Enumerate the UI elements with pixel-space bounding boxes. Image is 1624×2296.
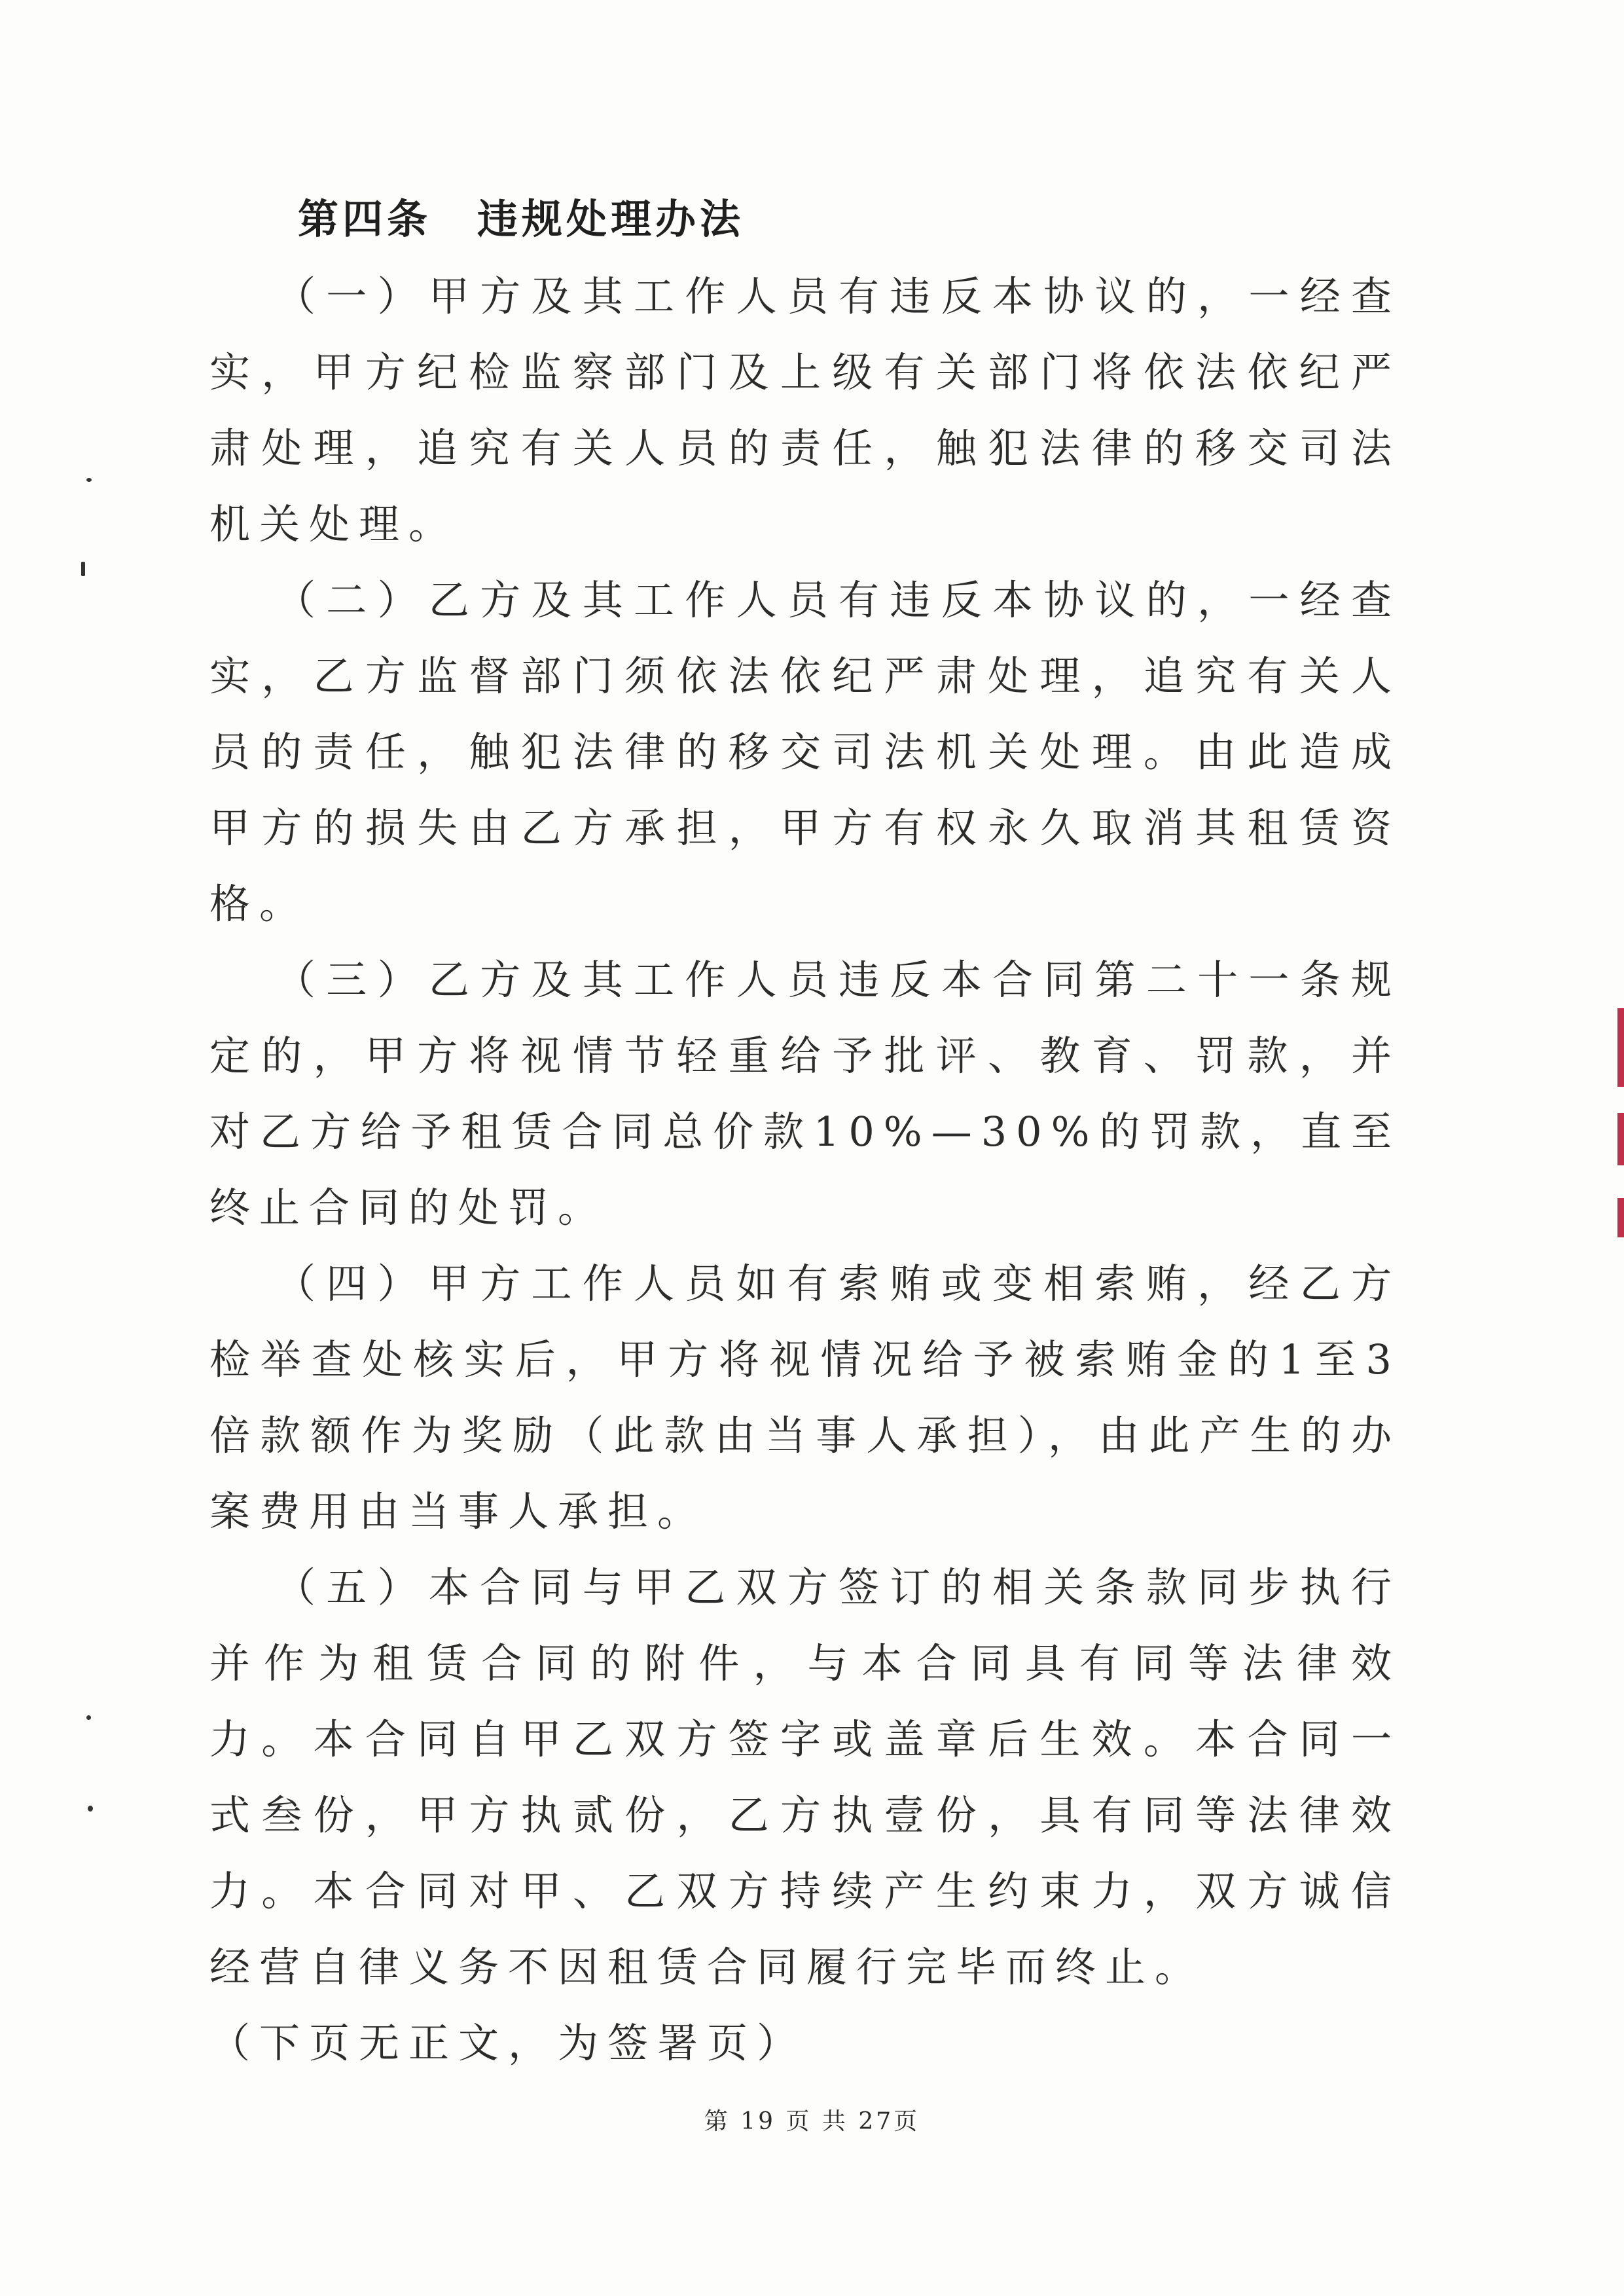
- clause-4: （四）甲方工作人员如有索贿或变相索贿，经乙方检举查处核实后，甲方将视情况给予被索贿金的1至3倍款额作为奖励（此款由当事人承担），由此产生的办案费用由当事人承担。: [209, 1260, 1401, 1535]
- clause-1: （一）甲方及其工作人员有违反本协议的，一经查实，甲方纪检监察部门及上级有关部门将依法依纪严肃处理，追究有关人员的责任，触犯法律的移交司法机关处理。: [209, 272, 1401, 548]
- page-note: （下页无正文，为签署页）: [209, 2019, 807, 2067]
- scan-speck: [88, 1806, 93, 1812]
- scan-speck: [81, 562, 85, 576]
- article-title: 违规处理办法: [477, 195, 745, 243]
- clause-3: （三）乙方及其工作人员违反本合同第二十一条规定的，甲方将视情节轻重给予批评、教育、罚款，并对乙方给予租赁合同总价款10%—30%的罚款，直至终止合同的处罚。: [209, 956, 1401, 1231]
- clause-5: （五）本合同与甲乙双方签订的相关条款同步执行并作为租赁合同的附件，与本合同具有同等法律效力。本合同自甲乙双方签字或盖章后生效。本合同一式叁份，甲方执贰份，乙方执壹份，具有同等法律效力。本合同对甲、乙双方持续产生约束力，双方诚信经营自律义务不因租赁合同履行完毕而终止。: [209, 1563, 1401, 1991]
- article-number: 第四条: [298, 195, 432, 243]
- scan-speck: [86, 478, 92, 482]
- seal-edge-mark: [1617, 1198, 1624, 1237]
- clause-2: （二）乙方及其工作人员有违反本协议的，一经查实，乙方监督部门须依法依纪严肃处理，追究有关人员的责任，触犯法律的移交司法机关处理。由此造成甲方的损失由乙方承担，甲方有权永久取消其租赁资格。: [209, 576, 1401, 928]
- seal-edge-mark: [1617, 1008, 1624, 1087]
- article-body: [209, 259, 1401, 2081]
- scan-speck: [86, 1715, 91, 1720]
- page-number-footer: 第 19 页 共 27页: [704, 2108, 920, 2135]
- seal-edge-mark: [1617, 1113, 1624, 1165]
- article-heading: [298, 187, 744, 245]
